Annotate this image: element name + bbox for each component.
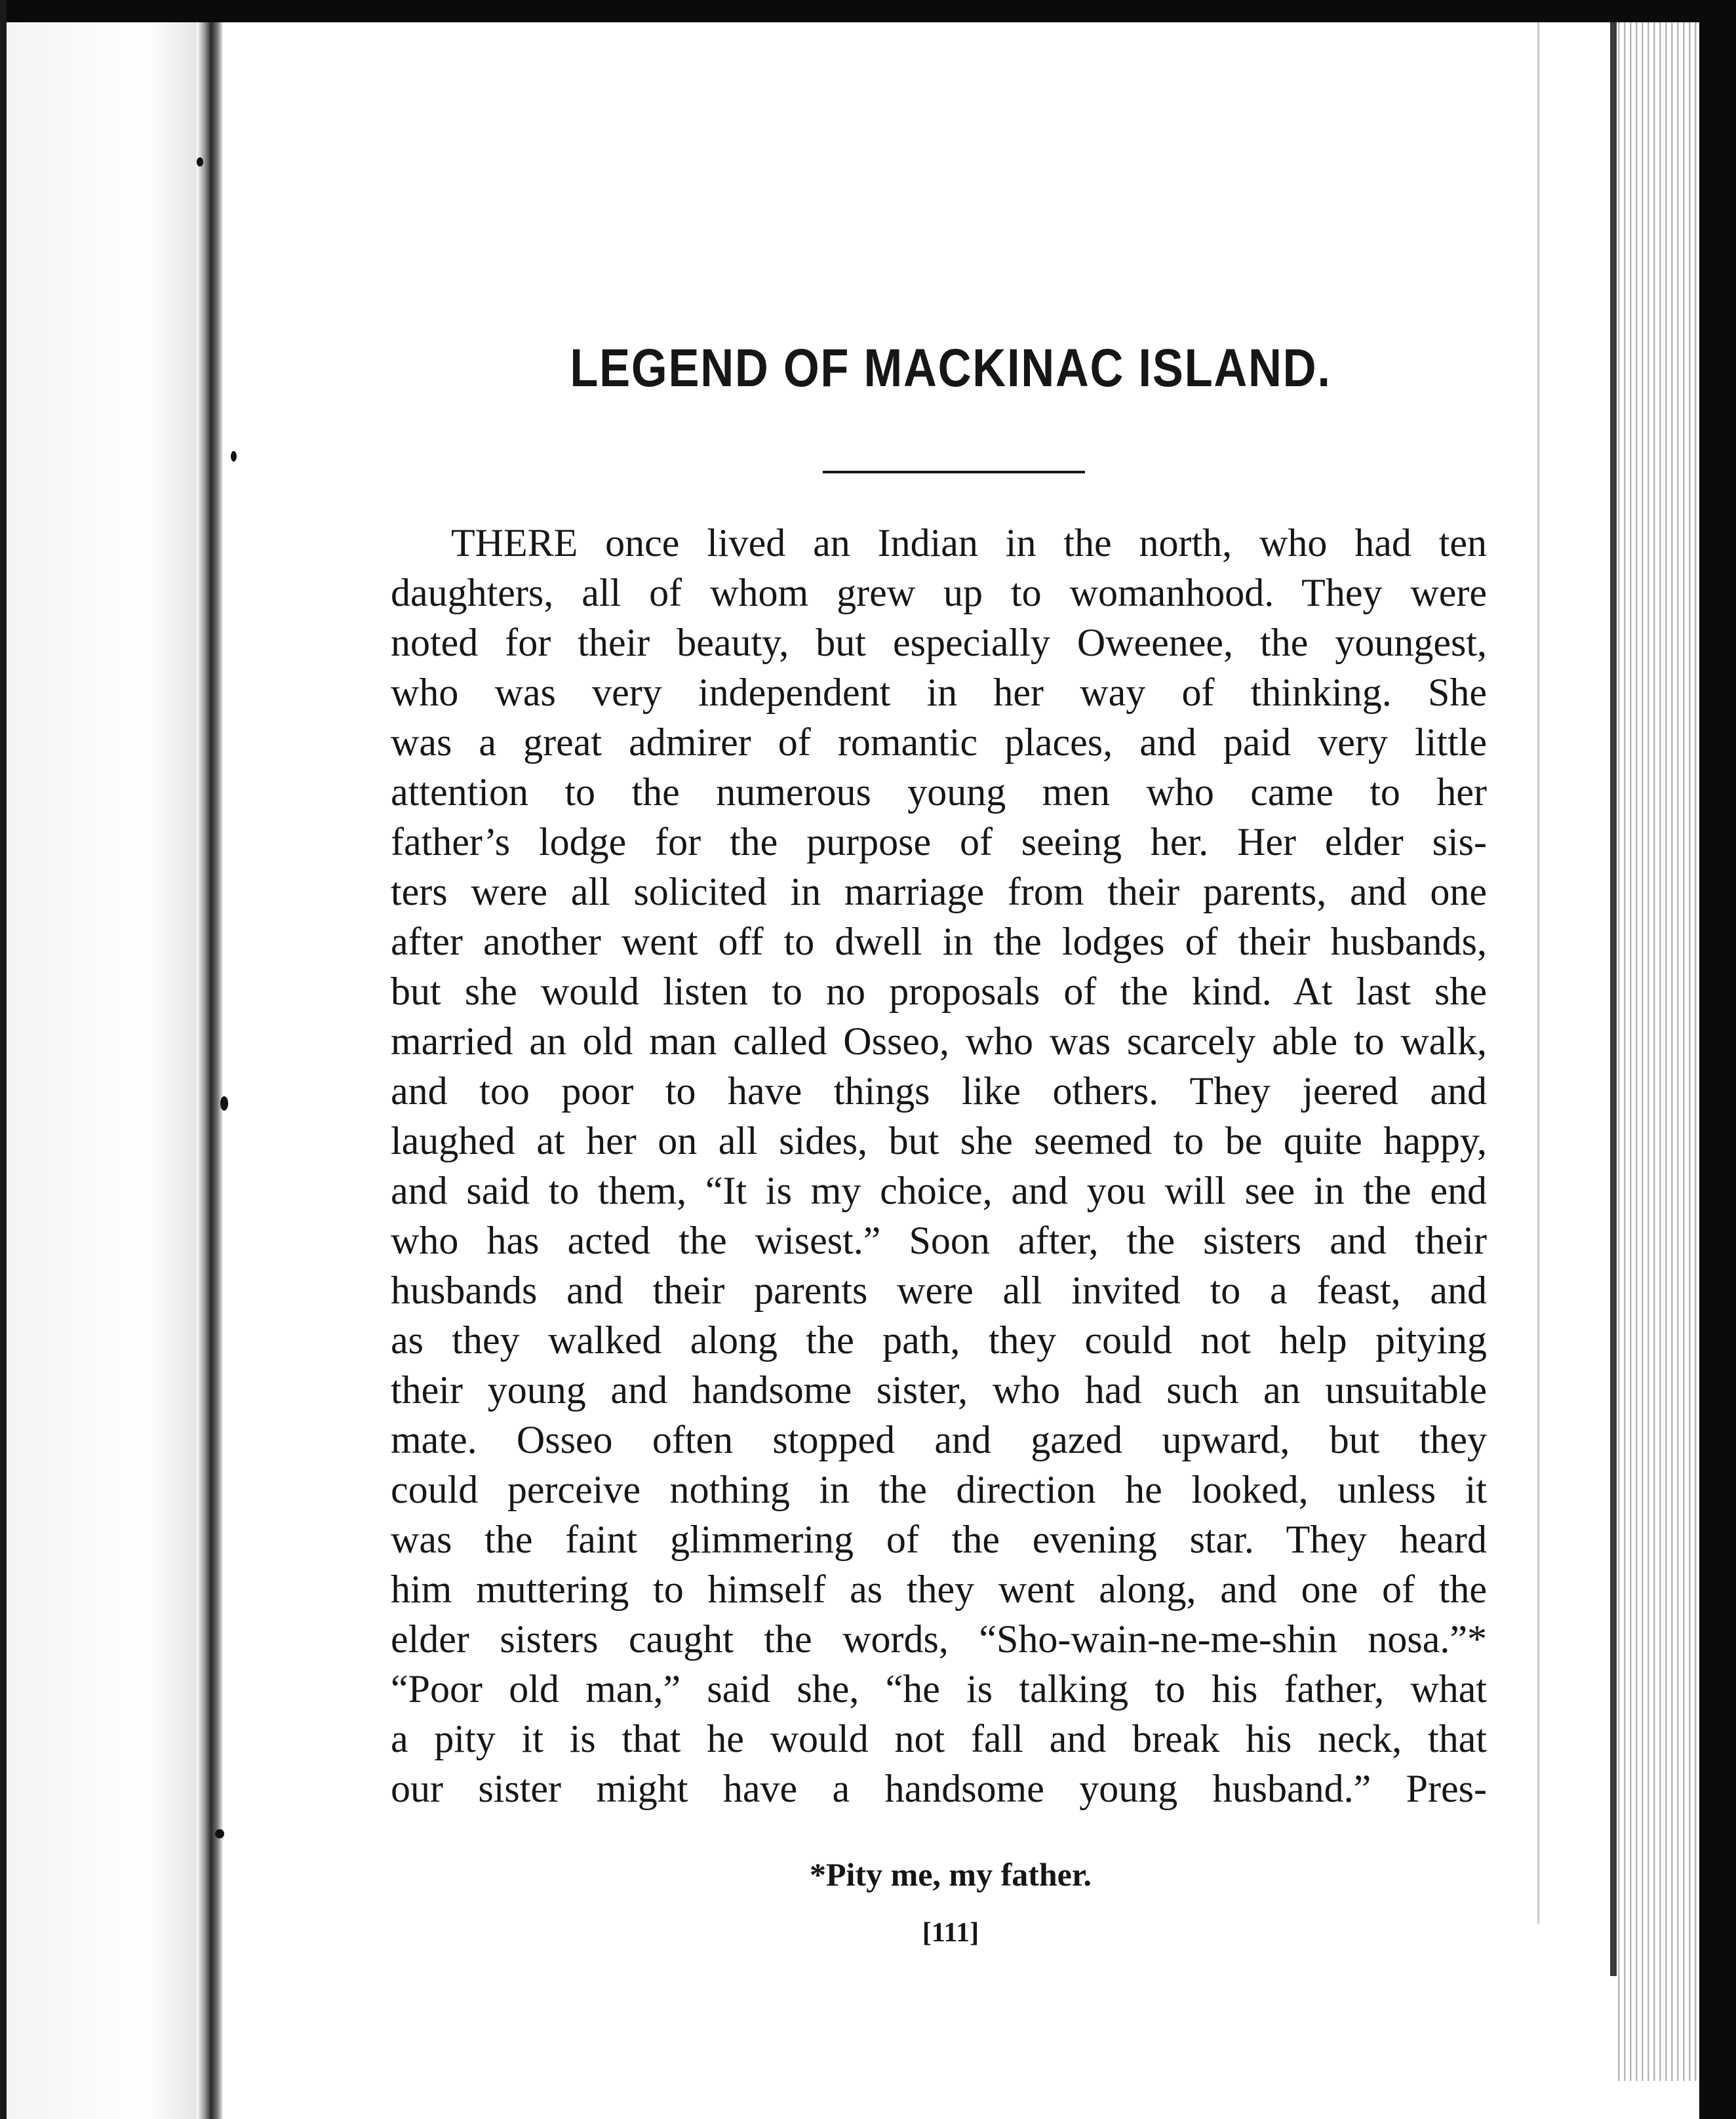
page-stack-edge [1614, 22, 1699, 2081]
text-line: mate. Osseo often stopped and gazed upward, but they [391, 1418, 1487, 1461]
scan-border-top [0, 0, 1736, 22]
text-line: and said to them, “It is my choice, and you will see in the end [391, 1169, 1487, 1212]
text-line: who was very independent in her way of thinking. She [391, 671, 1487, 714]
text-line: a pity it is that he would not fall and break his neck, that [391, 1717, 1487, 1760]
text-line: attention to the numerous young men who came to her [391, 770, 1487, 814]
scan-border-right [1699, 0, 1736, 2119]
scan-speck [231, 451, 237, 462]
text-line: could perceive nothing in the direction he looked, unless it [391, 1468, 1487, 1511]
text-line: who has acted the wisest.” Soon after, the sisters and their [391, 1219, 1487, 1262]
scan-border-left [0, 0, 7, 2119]
page-stack-shadow [1610, 22, 1617, 1976]
text-line: elder sisters caught the words, “Sho-wain-ne-me-shin nosa.”* [391, 1617, 1487, 1661]
text-line: THERE once lived an Indian in the north, who had ten [451, 521, 1487, 564]
text-line: and too poor to have things like others. They jeered and [391, 1069, 1487, 1113]
text-line: laughed at her on all sides, but she seemed to be quite happy, [391, 1119, 1487, 1162]
book-gutter [197, 20, 223, 2119]
binding-shadow [148, 20, 197, 2119]
text-line: our sister might have a handsome young husband.” Pres- [391, 1767, 1487, 1810]
text-line: was the faint glimmering of the evening star. They heard [391, 1518, 1487, 1561]
footnote: *Pity me, my father. [810, 1856, 1092, 1893]
page-number: [111] [922, 1918, 979, 1948]
text-line: ters were all solicited in marriage from their parents, and one [391, 870, 1487, 913]
text-line: as they walked along the path, they could not help pitying [391, 1318, 1487, 1362]
text-line: him muttering to himself as they went along, and one of the [391, 1568, 1487, 1611]
scan-speck [215, 1829, 224, 1838]
text-line: was a great admirer of romantic places, and paid very little [391, 721, 1487, 764]
title-rule [823, 471, 1085, 473]
text-line: married an old man called Osseo, who was scarcely able to walk, [391, 1020, 1487, 1063]
text-line: “Poor old man,” said she, “he is talking to his father, what [391, 1667, 1487, 1711]
left-page-edge [7, 22, 148, 2119]
body-text [391, 518, 1487, 1813]
text-line: father’s lodge for the purpose of seeing her. Her elder sis- [391, 820, 1487, 863]
page-edge-line [1537, 22, 1539, 1924]
scan-speck [197, 157, 203, 167]
page-title: LEGEND OF MACKINAC ISLAND. [570, 338, 1332, 398]
text-line: noted for their beauty, but especially Oweenee, the youngest, [391, 621, 1487, 664]
scan-speck [220, 1096, 228, 1111]
text-line: their young and handsome sister, who had such an unsuitable [391, 1368, 1487, 1412]
text-line: but she would listen to no proposals of the kind. At last she [391, 970, 1487, 1013]
text-line: daughters, all of whom grew up to womanhood. They were [391, 571, 1487, 614]
text-line: after another went off to dwell in the lodges of their husbands, [391, 920, 1487, 963]
text-line: husbands and their parents were all invited to a feast, and [391, 1269, 1487, 1312]
